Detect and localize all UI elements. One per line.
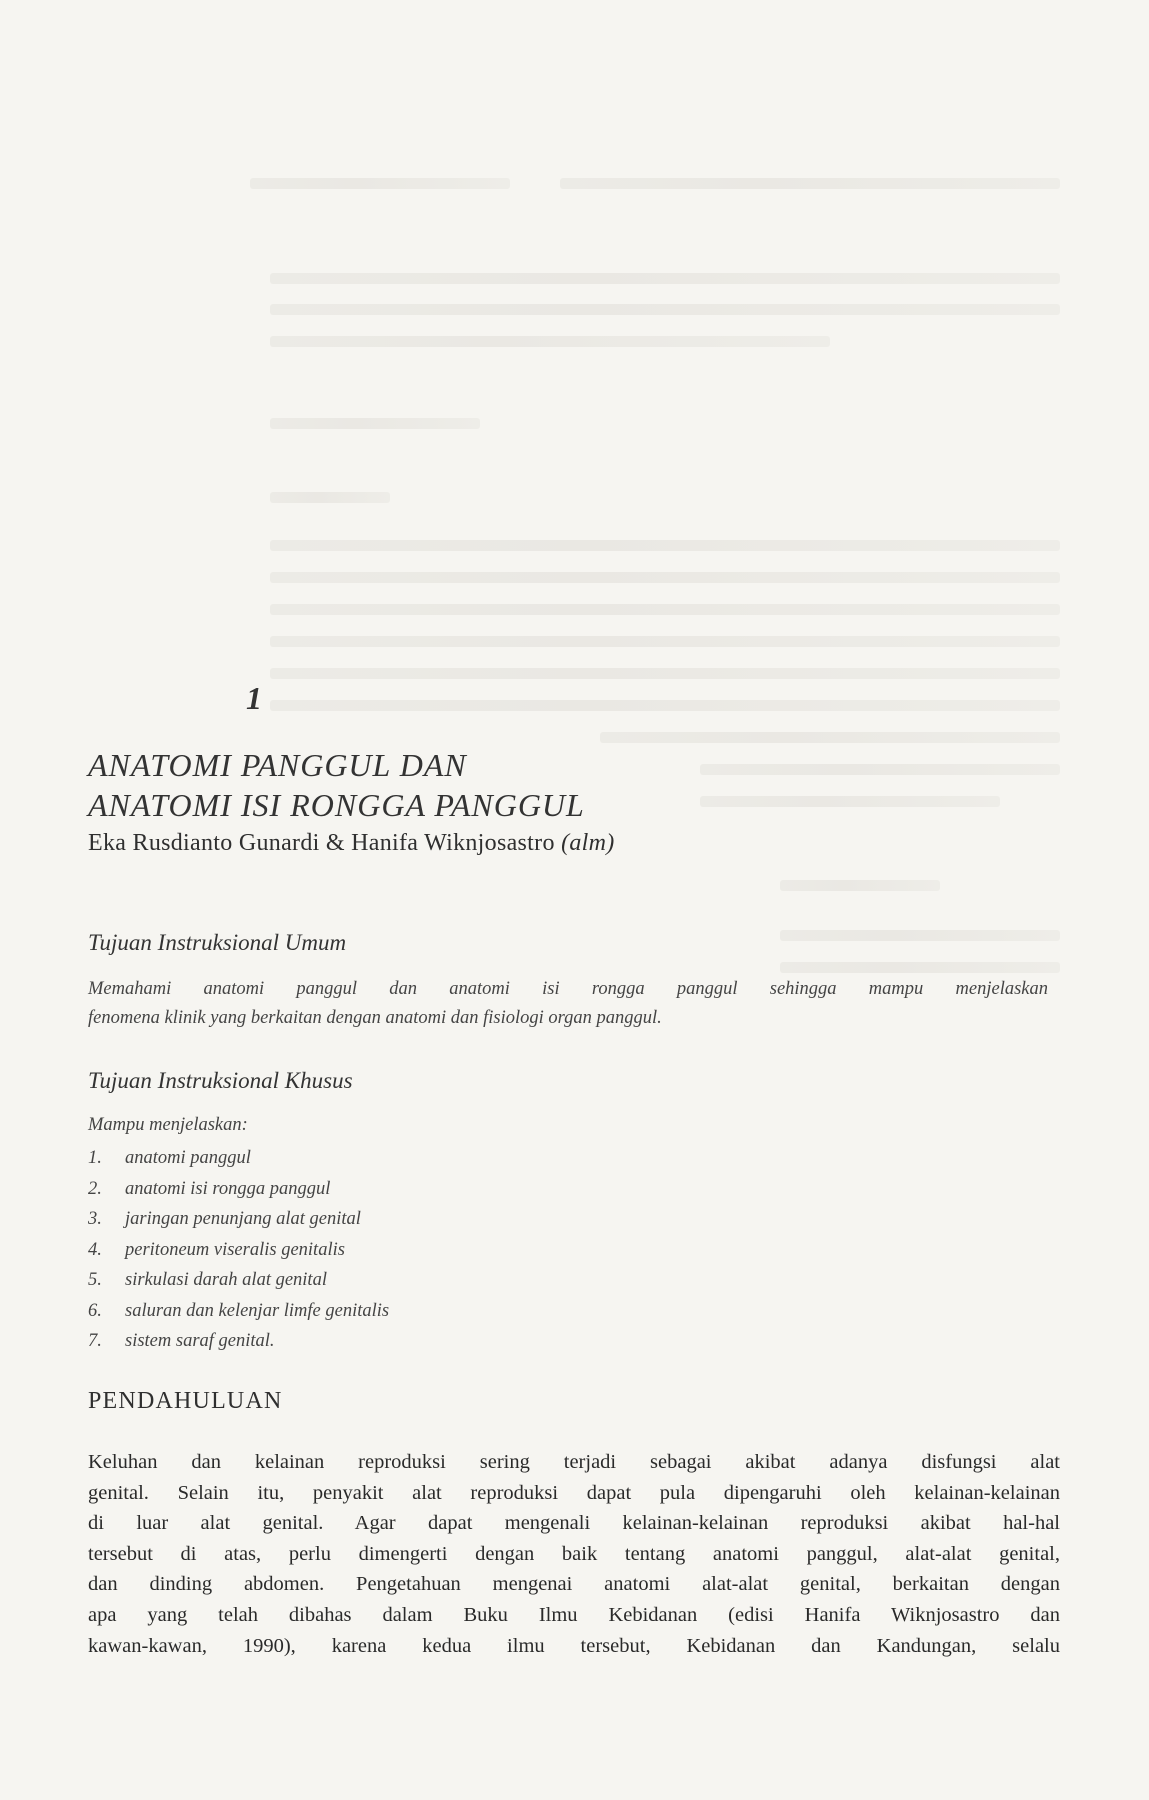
list-item bbox=[88, 1326, 389, 1357]
list-item-number: 7. bbox=[88, 1331, 102, 1351]
list-item-text: sirkulasi darah alat genital bbox=[125, 1270, 327, 1290]
body-line: kawan-kawan, 1990), karena kedua ilmu tersebut, Kebidanan dan Kandungan, selalu bbox=[88, 1634, 1060, 1657]
chapter-number: 1 bbox=[246, 680, 262, 716]
list-item-text: anatomi isi rongga panggul bbox=[125, 1178, 331, 1199]
authors-names: Eka Rusdianto Gunardi & Hanifa Wiknjosastro bbox=[88, 830, 555, 856]
pendahuluan-body bbox=[88, 1447, 1060, 1661]
list-item-number: 4. bbox=[88, 1239, 102, 1260]
body-line: di luar alat genital. Agar dapat mengenali kelainan-kelainan reproduksi akibat hal-hal bbox=[88, 1512, 1060, 1535]
body-line: Keluhan dan kelainan reproduksi sering terjadi sebagai akibat adanya disfungsi alat bbox=[88, 1451, 1060, 1473]
tiu-text-line-2: fenomena klinik yang berkaitan dengan anatomi dan fisiologi organ panggul. bbox=[88, 1008, 662, 1028]
chapter-title bbox=[88, 745, 585, 825]
list-item-text: saluran dan kelenjar limfe genitalis bbox=[125, 1300, 390, 1321]
list-item-number: 1. bbox=[88, 1148, 102, 1168]
chapter-authors bbox=[88, 830, 615, 857]
body-line: genital. Selain itu, penyakit alat reproduksi dapat pula dipengaruhi oleh kelainan-kelainan bbox=[88, 1481, 1060, 1504]
tik-list bbox=[88, 1143, 389, 1357]
list-item bbox=[88, 1143, 389, 1174]
tiu-text-line-1: Memahami anatomi panggul dan anatomi isi rongga panggul sehingga mampu menjelaskan bbox=[88, 979, 1048, 999]
body-line: dan dinding abdomen. Pengetahuan mengenai anatomi alat-alat genital, berkaitan dengan bbox=[88, 1573, 1060, 1596]
list-item-number: 2. bbox=[88, 1178, 102, 1199]
tiu-heading: Tujuan Instruksional Umum bbox=[88, 930, 347, 955]
list-item-number: 5. bbox=[88, 1270, 102, 1290]
list-item-text: sistem saraf genital. bbox=[125, 1331, 275, 1351]
list-item bbox=[88, 1204, 389, 1235]
list-item-text: peritoneum viseralis genitalis bbox=[125, 1239, 345, 1260]
pendahuluan-heading: PENDAHULUAN bbox=[88, 1388, 283, 1414]
list-item bbox=[88, 1174, 389, 1205]
authors-note: (alm) bbox=[561, 830, 615, 856]
list-item bbox=[88, 1265, 389, 1296]
list-item-text: jaringan penunjang alat genital bbox=[125, 1209, 361, 1229]
tiu-text bbox=[88, 975, 1048, 1033]
list-item-number: 3. bbox=[88, 1209, 102, 1229]
list-item bbox=[88, 1296, 389, 1327]
chapter-title-line-1: ANATOMI PANGGUL DAN bbox=[88, 747, 467, 783]
body-line: tersebut di atas, perlu dimengerti dengan baik tentang anatomi panggul, alat-alat genital, bbox=[88, 1542, 1060, 1565]
tik-intro: Mampu menjelaskan: bbox=[88, 1115, 248, 1135]
list-item-text: anatomi panggul bbox=[125, 1148, 251, 1168]
list-item bbox=[88, 1235, 389, 1266]
chapter-title-line-2: ANATOMI ISI RONGGA PANGGUL bbox=[88, 787, 585, 823]
list-item-number: 6. bbox=[88, 1300, 102, 1321]
body-line: apa yang telah dibahas dalam Buku Ilmu Kebidanan (edisi Hanifa Wiknjosastro dan bbox=[88, 1603, 1060, 1626]
tik-heading: Tujuan Instruksional Khusus bbox=[88, 1068, 353, 1093]
